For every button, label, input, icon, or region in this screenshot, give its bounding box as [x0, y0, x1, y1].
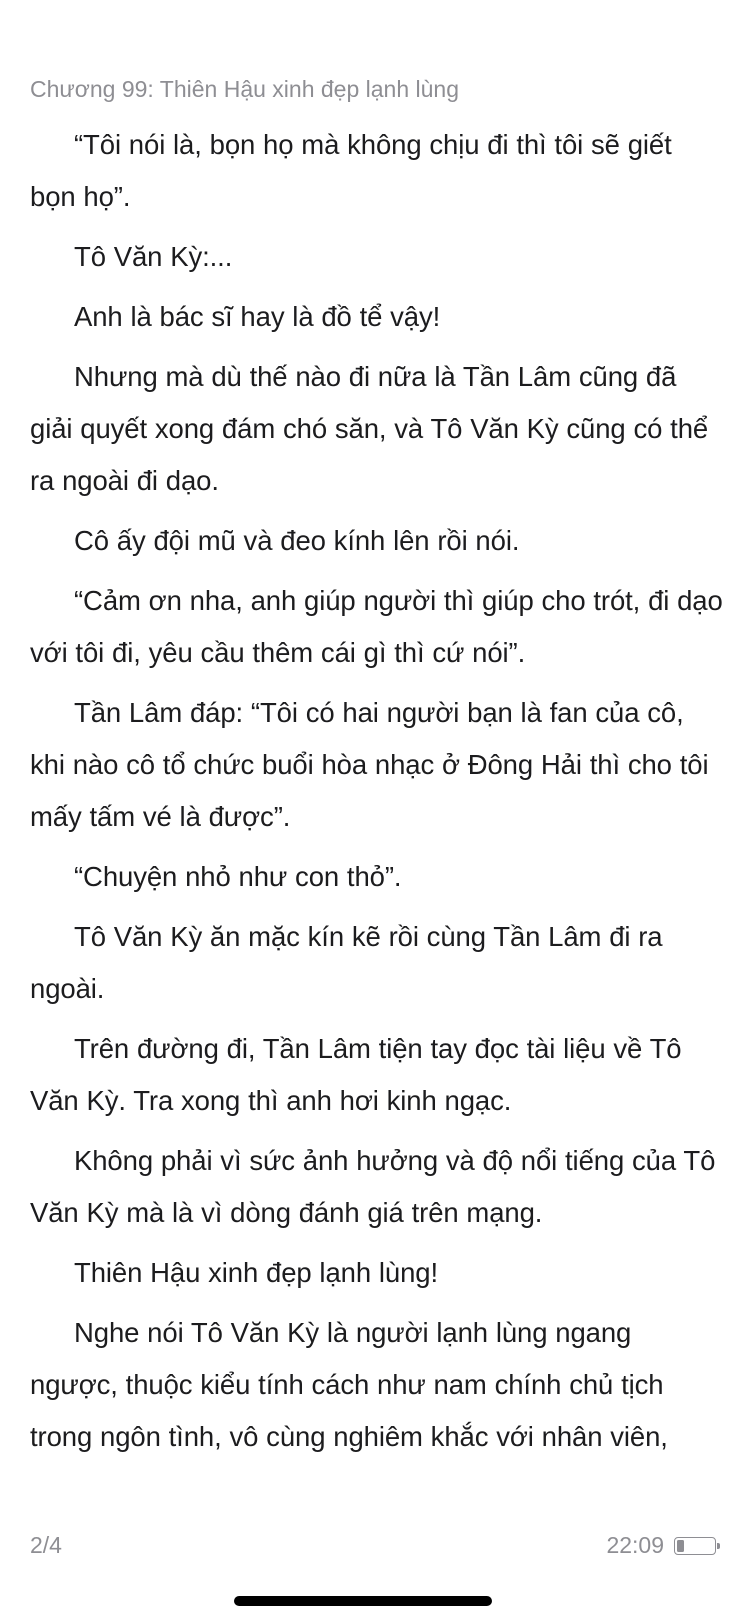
paragraph: Trên đường đi, Tần Lâm tiện tay đọc tài liệu về Tô Văn Kỳ. Tra xong thì anh hơi kinh ngạc. [30, 1033, 682, 1116]
paragraph: Tô Văn Kỳ:... [74, 241, 233, 272]
reader-content[interactable] [30, 119, 724, 1471]
battery-level-fill [677, 1540, 684, 1552]
home-indicator[interactable] [234, 1596, 492, 1606]
paragraph: Thiên Hậu xinh đẹp lạnh lùng! [74, 1257, 438, 1288]
paragraph: Không phải vì sức ảnh hưởng và độ nổi tiếng của Tô Văn Kỳ mà là vì dòng đánh giá trên mạng. [30, 1145, 716, 1228]
paragraph: Nhưng mà dù thế nào đi nữa là Tần Lâm cũng đã giải quyết xong đám chó săn, và Tô Văn Kỳ cũng có thể ra ngoài đi dạo. [30, 361, 709, 496]
battery-icon [674, 1537, 716, 1555]
paragraph: Cô ấy đội mũ và đeo kính lên rồi nói. [74, 525, 520, 556]
paragraph: Nghe nói Tô Văn Kỳ là người lạnh lùng ngang ngược, thuộc kiểu tính cách như nam chính chủ tịch trong ngôn tình, vô cùng nghiêm khắc với nhân viên, [30, 1317, 668, 1452]
status-footer [606, 1532, 716, 1559]
paragraph: Anh là bác sĩ hay là đồ tể vậy! [74, 301, 441, 332]
paragraph: Tô Văn Kỳ ăn mặc kín kẽ rồi cùng Tần Lâm đi ra ngoài. [30, 921, 663, 1004]
page-indicator: 2/4 [30, 1532, 62, 1558]
clock-time: 22:09 [606, 1532, 664, 1558]
paragraph: “Chuyện nhỏ như con thỏ”. [74, 861, 402, 892]
paragraph: “Cảm ơn nha, anh giúp người thì giúp cho trót, đi dạo với tôi đi, yêu cầu thêm cái gì thì cứ nói”. [30, 585, 723, 668]
chapter-title: Chương 99: Thiên Hậu xinh đẹp lạnh lùng [30, 76, 460, 102]
paragraph: “Tôi nói là, bọn họ mà không chịu đi thì tôi sẽ giết bọn họ”. [30, 129, 672, 212]
paragraph: Tần Lâm đáp: “Tôi có hai người bạn là fan của cô, khi nào cô tổ chức buổi hòa nhạc ở Đông Hải thì cho tôi mấy tấm vé là được”. [30, 697, 709, 832]
